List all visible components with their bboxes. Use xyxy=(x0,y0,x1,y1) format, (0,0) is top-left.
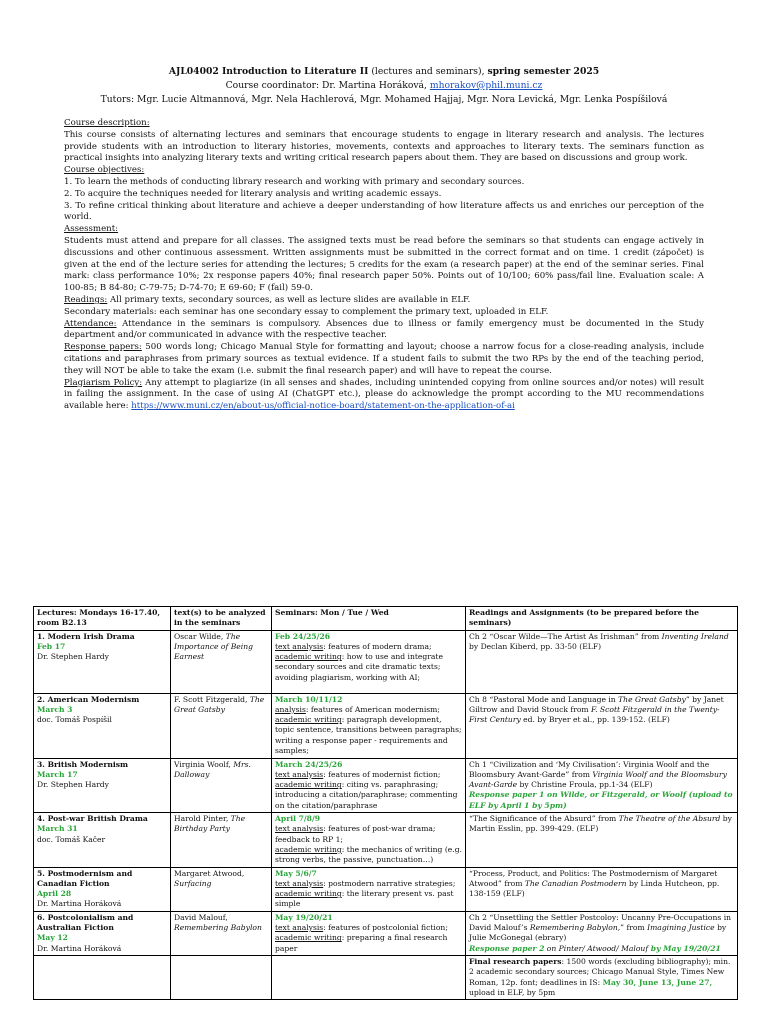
desc-text: This course consists of alternating lectures and seminars that encourage students to engage in literary research and analysis. The lectures provide students with an introduction to literary histories, movements, contexts and approaches to literary texts. The seminars function as practical insights into analyzing literary texts and writing critical research papers about them. They are based on discussions and group work. xyxy=(64,129,704,164)
course-body xyxy=(64,118,704,413)
header-readings: Readings and Assignments (to be prepared before the seminars) xyxy=(466,607,738,631)
course-semester: spring semester 2025 xyxy=(487,66,600,77)
readings-paragraph: Readings: All primary texts, secondary sources, as well as lecture slides are available in ELF. xyxy=(64,294,471,305)
header-seminars: Seminars: Mon / Tue / Wed xyxy=(272,607,466,631)
coordinator-line: Course coordinator: Dr. Martina Horáková, mhorakov@phil.muni.cz xyxy=(225,80,543,91)
table-row: 4. Post-war British Drama March 31 doc. Tomáš Kačer Harold Pinter, The Birthday Party April 7/8/9 text analysis: features of post-war drama; feedback to RP 1; academic writing: the mechanics of writing (e.g. strong verbs, the passive, punctuation…) “The Significance of the Absurd” from The Theatre of the Absurd by Martin Esslin, pp. 399-429. (ELF) xyxy=(34,813,738,867)
table-row: 5. Postmodernism and Canadian Fiction April 28 Dr. Martina Horáková Margaret Atwood, Surfacing May 5/6/7 text analysis: postmodern narrative strategies; academic writing: the literary present vs. past simple “Process, Product, and Politics: The Postmodernism of Margaret Atwood” from The Canadian Postmodern by Linda Hutcheon, pp. 138-159 (ELF) xyxy=(34,867,738,911)
table-header-row xyxy=(34,607,738,631)
header-texts: text(s) to be analyzed in the seminars xyxy=(171,607,272,631)
coordinator-email-link[interactable]: mhorakov@phil.muni.cz xyxy=(429,80,543,91)
plagiarism-paragraph: Plagiarism Policy: Any attempt to plagiarize (in all senses and shades, including unintended copying from online sources and/or notes) will result in failing the assignment. In the case of using AI (ChatGPT etc.), please do acknowledge the prompt according to the MU recommendations available here: https://www.muni.cz/en/about-us/official-notice-board/statement-on-the-application-of-ai xyxy=(64,377,704,412)
course-code-title: AJL04002 Introduction to Literature II xyxy=(168,66,369,77)
attendance-paragraph: Attendance: Attendance in the seminars is compulsory. Absences due to illness or family emergency must be documented in the Study department and/or communicated in advance with the respective teacher. xyxy=(64,318,704,341)
assessment-text: Students must attend and prepare for all classes. The assigned texts must be read before the seminars so that students can engage actively in discussions and other continuous assessment. Written assignments must be submitted in the correct format and on time. 1 credit (zápočet) is given at the end of the lecture series for attending the lectures; 5 credits for the exam (a research paper) at the end of the seminar series. Final mark: class performance 10%; 2x response papers 40%; final research paper 50%. Points out of 10/100; 60% pass/fail line. Evaluation scale: A 100-85; B 84-80; C-79-75; D-74-70; E 69-60; F (fail) 59-0. xyxy=(64,235,704,294)
assessment-label: Assessment: xyxy=(64,224,119,235)
table-row: Final research papers: 1500 words (excluding bibliography); min. 2 academic secondary sources; Chicago Manual Style, Times New Roman, 12p. font; deadlines in IS: May 30, June 13, June 27, upload in ELF, by 5pm xyxy=(34,955,738,999)
response-papers-paragraph: Response papers: 500 words long; Chicago Manual Style for formatting and layout; choose a narrow focus for a close-reading analysis, include citations and paraphrases from primary sources as textual evidence. If a student fails to submit the two RPs by the end of the teaching period, they will NOT be able to take the exam (i.e. submit the final research paper) and will have to repeat the course. xyxy=(64,342,704,376)
table-row: 6. Postcolonialism and Australian Fiction May 12 Dr. Martina Horáková David Malouf, Remembering Babylon May 19/20/21 text analysis: features of postcolonial fiction; academic writing: preparing a final research paper Ch 2 “Unsettling the Settler Postcoloy: Uncanny Pre-Occupations in David Malouf’s Remembering Babylon,” from Imagining Justice by Julie McGonegal (ebrary) Response paper 2 on Pinter/ Atwood/ Malouf by May 19/20/21 xyxy=(34,911,738,955)
tutors-line: Tutors: Mgr. Lucie Altmannová, Mgr. Nela Hachlerová, Mgr. Mohamed Hajjaj, Mgr. Nora Levická, Mgr. Lenka Pospíšilová xyxy=(100,94,668,105)
schedule-table xyxy=(33,606,738,1000)
table-row: 3. British Modernism March 17 Dr. Stephen Hardy Virginia Woolf, Mrs. Dalloway March 24/25/26 text analysis: features of modernist fiction; academic writing: citing vs. paraphrasing; introducing a citation/paraphrase; commenting on the citation/paraphrase Ch 1 “Civilization and ‘My Civilisation’: Virginia Woolf and the Bloomsbury Avant-Garde” from Virginia Woolf and the Bloomsbury Avant-Garde by Christine Froula, pp.1-34 (ELF) Response paper 1 on Wilde, or Fitzgerald, or Woolf (upload to ELF by April 1 by 5pm) xyxy=(34,758,738,812)
ai-statement-link[interactable]: https://www.muni.cz/en/about-us/official-notice-board/statement-on-the-application-of-ai xyxy=(131,401,515,412)
desc-label: Course description: xyxy=(64,118,150,128)
final-papers-label: Final research papers xyxy=(469,956,562,966)
secondary-materials: Secondary materials: each seminar has one secondary essay to complement the primary text, uploaded in ELF. xyxy=(64,306,549,317)
course-header xyxy=(64,65,704,107)
objectives-label: Course objectives: xyxy=(64,165,145,176)
header-lectures: Lectures: Mondays 16-17.40, room B2.13 xyxy=(34,607,171,631)
course-title-line: AJL04002 Introduction to Literature II (lectures and seminars), spring semester 2025 xyxy=(168,66,600,77)
response-paper-2: Response paper 2 xyxy=(469,943,545,953)
table-row: 2. American Modernism March 3 doc. Tomáš Pospíšil F. Scott Fitzgerald, The Great Gatsby March 10/11/12 analysis: features of American modernism; academic writing: paragraph development, topic sentence, transitions between paragraphs; writing a response paper - requirements and samples; Ch 8 “Pastoral Mode and Language in The Great Gatsby” by Janet Giltrow and David Stouck from F. Scott Fitzgerald in the Twenty-First Century ed. by Bryer et al., pp. 139-152. (ELF) xyxy=(34,693,738,758)
final-deadlines: May 30, June 13, June 27, xyxy=(602,977,713,987)
objective-1: 1. To learn the methods of conducting library research and working with primary and secondary sources. xyxy=(64,176,525,187)
table-row: 1. Modern Irish Drama Feb 17 Dr. Stephen Hardy Oscar Wilde, The Importance of Being Earnest Feb 24/25/26 text analysis: features of modern drama; academic writing: how to use and integrate secondary sources and cite dramatic texts; avoiding plagiarism, working with AI; Ch 2 “Oscar Wilde—The Artist As Irishman” from Inventing Ireland by Declan Kiberd, pp. 33-50 (ELF) xyxy=(34,630,738,693)
response-paper-1: Response paper 1 xyxy=(469,790,545,800)
objective-3: 3. To refine critical thinking about literature and achieve a deeper understanding of how literature affects us and enriches our perception of the world. xyxy=(64,200,704,223)
objective-2: 2. To acquire the techniques needed for literary analysis and writing academic essays. xyxy=(64,188,442,199)
